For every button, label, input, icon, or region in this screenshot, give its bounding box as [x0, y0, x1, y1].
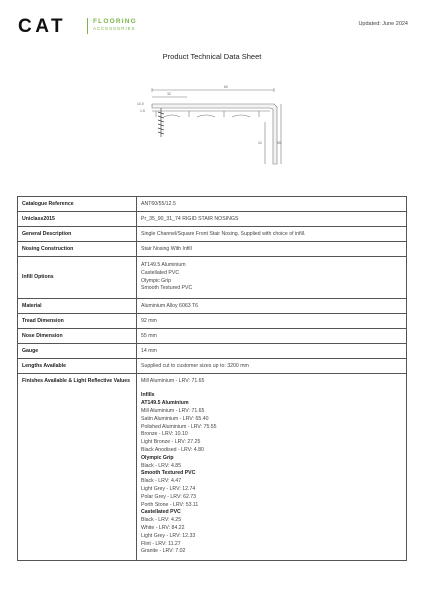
spec-table: [17, 196, 407, 561]
brand-sub-accessories: ACCESSORIES: [93, 26, 136, 31]
group-title: Castellated PVC: [141, 509, 181, 516]
spec-label: Gauge: [18, 344, 137, 359]
list-item: Granite - LRV: 7.02: [141, 548, 186, 555]
screw-icon: [158, 108, 164, 137]
list-item: Porth Stone - LRV: 53.11: [141, 501, 199, 508]
spec-label: Lengths Available: [18, 359, 137, 374]
spec-value: 92 mm: [137, 314, 407, 329]
dim-60: 60: [224, 85, 228, 89]
list-item: Light Grey - LRV: 12.74: [141, 486, 196, 493]
table-row: [18, 197, 407, 212]
list-item: Castellated PVC: [141, 269, 180, 276]
table-row: [18, 242, 407, 257]
spec-label: Material: [18, 299, 137, 314]
profile-drawing: [134, 82, 284, 172]
group-title: Olympic Grip: [141, 454, 174, 461]
finish-mill: Mill Aluminium - LRV: 71.65: [141, 377, 205, 384]
list-item: Polar Grey - LRV: 62.73: [141, 493, 197, 500]
dim-10: 10.0: [137, 102, 144, 106]
spec-label: Nosing Construction: [18, 242, 137, 257]
page-header: [18, 14, 408, 38]
table-row: [18, 227, 407, 242]
table-row: [18, 374, 407, 561]
spec-label: Nose Dimension: [18, 329, 137, 344]
updated-date: Updated: June 2024: [358, 21, 408, 27]
spec-value: [137, 257, 407, 299]
spec-value: Single Channel/Square Front Stair Nosing. Supplied with choice of infill.: [137, 227, 407, 242]
spec-label: Tread Dimension: [18, 314, 137, 329]
brand-logo: CAT: [18, 16, 67, 37]
table-row: [18, 344, 407, 359]
table-row: [18, 299, 407, 314]
spec-label: Finishes Available & Light Reflective Values: [18, 374, 137, 561]
dim-55: 55: [277, 141, 281, 145]
list-item: Polished Aluminium - LRV: 75.55: [141, 423, 217, 430]
spec-label: General Description: [18, 227, 137, 242]
spec-label: Catalogue Reference: [18, 197, 137, 212]
spec-label: Infill Options: [18, 257, 137, 299]
document-title: Product Technical Data Sheet: [162, 52, 262, 61]
table-row: [18, 359, 407, 374]
spec-value: 14 mm: [137, 344, 407, 359]
list-item: Light Grey - LRV: 12.33: [141, 532, 196, 539]
spec-value: 55 mm: [137, 329, 407, 344]
group-title: Smooth Textured PVC: [141, 470, 196, 477]
dim-41: 41: [258, 141, 262, 145]
dim-32: 32: [167, 92, 171, 96]
brand-sub-flooring: FLOORING: [93, 18, 137, 25]
finishes-list: [137, 374, 407, 561]
spec-value: Pr_35_90_31_74 RIGID STAIR NOSINGS: [137, 212, 407, 227]
brand-subtitle: [93, 19, 137, 32]
list-item: Black - LRV: 4.85: [141, 462, 182, 469]
spec-value: ANT60/55/12.5: [137, 197, 407, 212]
infills-title: Infills: [141, 392, 155, 399]
list-item: Mill Aluminium - LRV: 71.65: [141, 408, 205, 415]
dim-1-5: 1.5: [140, 109, 145, 113]
list-item: Black - LRV: 4.47: [141, 478, 182, 485]
list-item: Satin Aluminium - LRV: 65.40: [141, 415, 209, 422]
logo-divider: [87, 18, 88, 34]
list-item: AT149.5 Aluminium: [141, 262, 186, 268]
spec-value: Aluminium Alloy 6063 T6: [137, 299, 407, 314]
spec-value: Supplied cut to customer sizes up to: 3200 mm: [137, 359, 407, 374]
table-row: [18, 314, 407, 329]
list-item: Bronze - LRV: 10.10: [141, 431, 188, 438]
group-title: AT149.5 Aluminium: [141, 400, 189, 407]
list-item: White - LRV: 84.22: [141, 525, 185, 532]
spec-value: Stair Nosing With Infill: [137, 242, 407, 257]
list-item: Smooth Textured PVC: [141, 285, 193, 292]
list-item: Olympic Grip: [141, 277, 171, 284]
list-item: Light Bronze - LRV: 27.25: [141, 439, 201, 446]
table-row: [18, 329, 407, 344]
list-item: Flint - LRV: 11.27: [141, 540, 181, 547]
table-row: [18, 212, 407, 227]
spec-label: Uniclass2015: [18, 212, 137, 227]
table-row: [18, 257, 407, 299]
list-item: Black - LRV: 4.25: [141, 517, 182, 524]
list-item: Black Anodised - LRV: 4.80: [141, 447, 204, 454]
